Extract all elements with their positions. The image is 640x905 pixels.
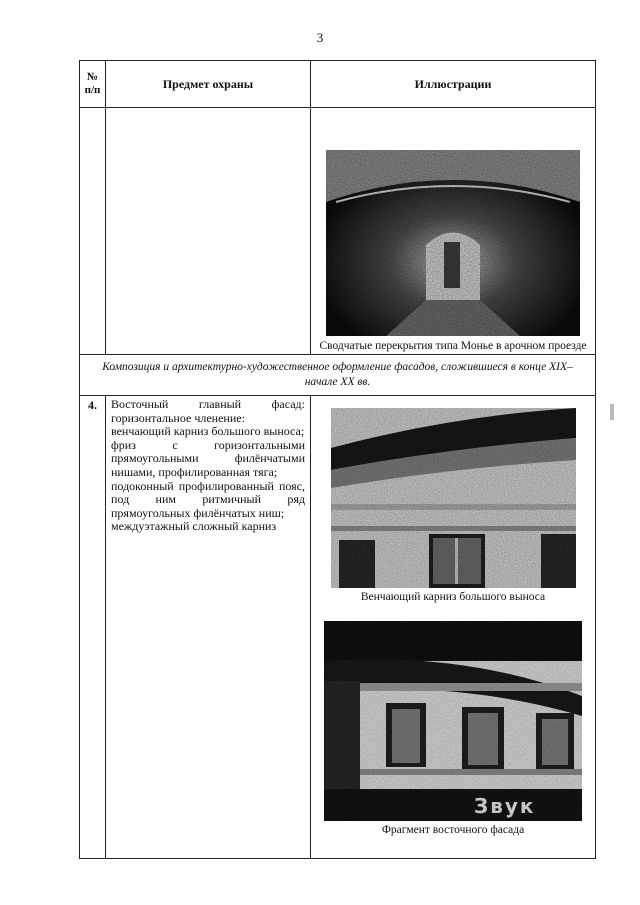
subject-line: Восточный главный фасад: горизонтальное членение: (111, 397, 305, 425)
page-number: 3 (316, 30, 324, 45)
row-illustration-cell (311, 108, 596, 355)
protection-table (79, 60, 596, 859)
facade-fragment-photo (324, 621, 582, 821)
table-header-row (80, 61, 596, 108)
illustration-caption: Венчающий карниз большого выноса (360, 591, 546, 603)
subject-line: подоконный профилированный пояс, под ним ритмичный ряд прямоугольных филёнчатых ниш; (111, 478, 305, 520)
illustration-caption: Сводчатые перекрытия типа Монье в арочном проезде (319, 340, 587, 352)
subject-line: междуэтажный сложный карниз (111, 519, 277, 534)
subject-description (106, 396, 310, 534)
cornice-photo (331, 408, 576, 588)
row-subject-cell (106, 108, 311, 355)
subject-line: венчающий карниз большого выноса; (111, 424, 305, 439)
row-subject-cell (106, 396, 311, 859)
header-number: № п/п (80, 61, 106, 108)
section-heading: Композиция и архитектурно-художественное оформление фасадов, сложившиеся в конце XIX–начале XX вв. (80, 355, 596, 396)
row-illustration-cell (311, 396, 596, 859)
table-row (80, 108, 596, 355)
row-number-cell: 4. (80, 396, 106, 859)
archway-vault-photo (326, 150, 580, 336)
header-illustrations: Иллюстрации (311, 61, 596, 108)
table-row (80, 396, 596, 859)
header-subject: Предмет охраны (106, 61, 311, 108)
scan-margin-mark (610, 404, 614, 420)
table-section-row (80, 355, 596, 396)
illustration-caption: Фрагмент восточного фасада (381, 824, 525, 836)
subject-line: фриз с горизонтальными прямоугольными филёнчатыми нишами, профилированная тяга; (111, 437, 305, 479)
row-number-cell (80, 108, 106, 355)
